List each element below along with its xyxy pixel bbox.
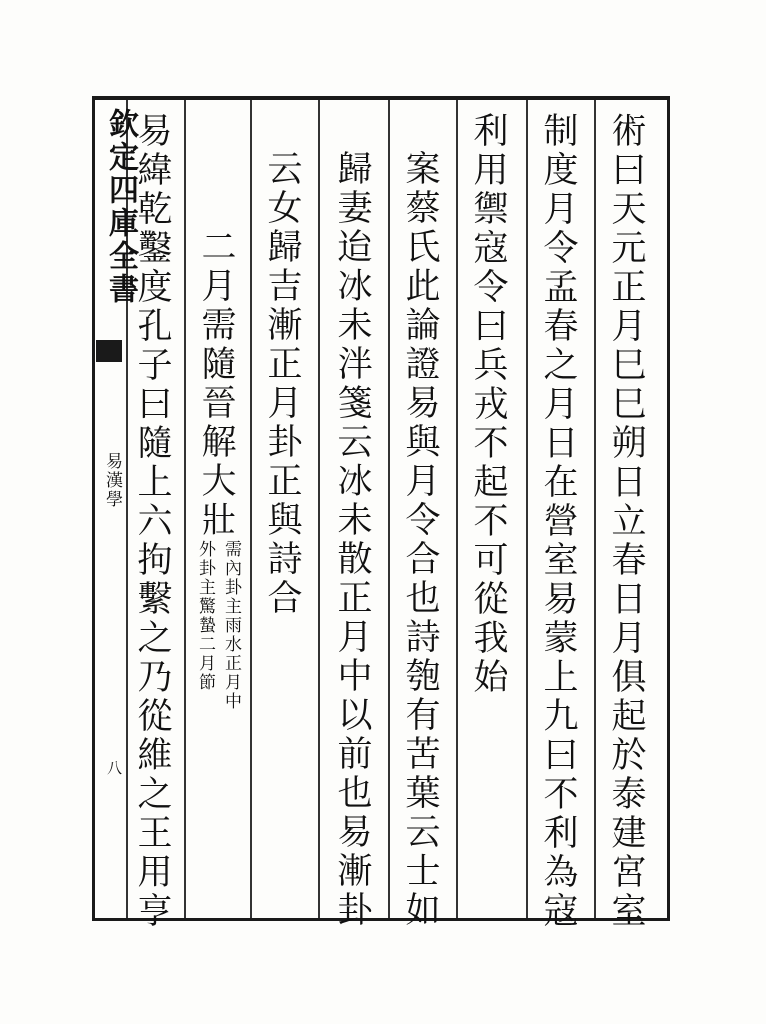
- column-divider: [388, 100, 390, 918]
- book-title: 欽定四庫全書: [103, 108, 138, 306]
- annotation-left: 外卦主驚蟄二月節: [195, 540, 215, 692]
- text-column-7-main: 二月需隨晉解大壯: [196, 228, 236, 540]
- text-column-4: 案蔡氏此論證易與月令合也詩匏有苦葉云士如: [400, 150, 440, 930]
- column-divider: [250, 100, 252, 918]
- text-column-1: 術曰天元正月巳巳朔日立春日月俱起於泰建宮室: [606, 112, 646, 931]
- column-divider: [318, 100, 320, 918]
- text-column-3: 利用禦寇令曰兵戎不起不可從我始: [468, 112, 508, 697]
- frame-top-border: [92, 96, 670, 100]
- annotation-right: 需內卦主雨水正月中: [221, 540, 241, 711]
- page-number: 八: [105, 760, 123, 775]
- text-column-5: 歸妻迨冰未泮箋云冰未散正月中以前也易漸卦: [332, 150, 372, 930]
- frame-left-border: [92, 96, 95, 921]
- column-divider: [456, 100, 458, 918]
- column-divider: [526, 100, 528, 918]
- text-column-8: 易緯乾鑿度孔子曰隨上六拘繫之乃從維之王用亨: [132, 112, 172, 931]
- fishtail-mark: [96, 340, 122, 362]
- column-divider: [594, 100, 596, 918]
- frame-bottom-border: [92, 918, 670, 921]
- text-column-6: 云女歸吉漸正月卦正與詩合: [262, 150, 302, 618]
- text-column-2: 制度月令孟春之月日在營室易蒙上九曰不利為寇: [538, 112, 578, 931]
- column-divider: [184, 100, 186, 918]
- section-title: 易漢學: [102, 452, 122, 509]
- frame-right-border: [667, 96, 670, 921]
